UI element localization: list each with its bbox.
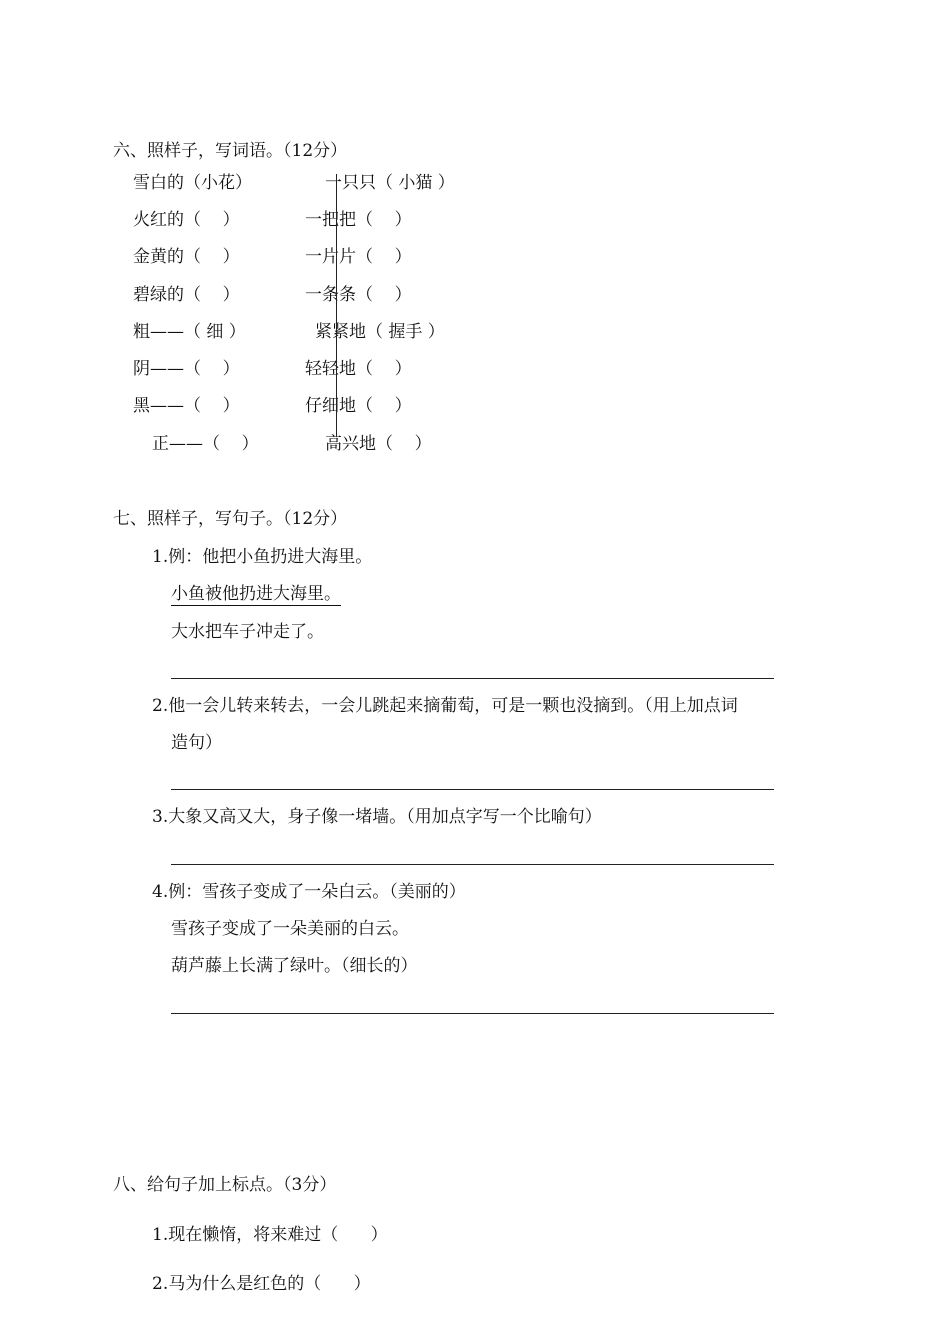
q2-answer-line[interactable]	[171, 789, 774, 790]
q4-example: 4.例：雪孩子变成了一朵白云。（美丽的）	[152, 882, 466, 902]
word-item-left-7: 黑——（ ）	[133, 396, 240, 416]
q3-answer-line[interactable]	[171, 864, 774, 865]
section-7-title: 七、照样子，写句子。（12分）	[113, 509, 348, 529]
word-item-left-3: 金黄的（ ）	[133, 247, 240, 267]
q2-text-continued: 造句）	[171, 733, 222, 753]
q2-text: 2.他一会儿转来转去，一会儿跳起来摘葡萄，可是一颗也没摘到。（用上加点词	[152, 696, 738, 716]
q1-example-answer: 小鱼被他扔进大海里。	[171, 584, 341, 604]
section-6-title: 六、照样子，写词语。（12分）	[113, 141, 348, 161]
q4-prompt: 葫芦藤上长满了绿叶。（细长的）	[171, 956, 418, 976]
q1-prompt: 大水把车子冲走了。	[171, 622, 324, 642]
word-item-right-3: 一片片（ ）	[305, 247, 412, 267]
word-item-left-2: 火红的（ ）	[133, 210, 240, 230]
q4-example-answer: 雪孩子变成了一朵美丽的白云。	[171, 919, 409, 939]
punctuation-q2: 2.马为什么是红色的（ ）	[152, 1274, 371, 1294]
word-item-left-1: 雪白的（小花）	[133, 173, 252, 193]
column-divider	[336, 174, 337, 437]
word-item-right-4: 一条条（ ）	[305, 285, 412, 305]
q1-example: 1.例：他把小鱼扔进大海里。	[152, 547, 373, 567]
word-item-right-6: 轻轻地（ ）	[305, 359, 412, 379]
word-item-right-8: 高兴地（ ）	[325, 434, 432, 454]
word-item-right-2: 一把把（ ）	[305, 210, 412, 230]
word-item-left-6: 阴——（ ）	[133, 359, 240, 379]
word-item-right-5: 紧紧地（ 握手 ）	[315, 322, 445, 342]
q1-answer-line[interactable]	[171, 678, 774, 679]
word-item-left-5: 粗——（ 细 ）	[133, 322, 246, 342]
q4-answer-line[interactable]	[171, 1013, 774, 1014]
word-item-right-1: 一只只（ 小猫 ）	[325, 173, 455, 193]
section-8-title: 八、给句子加上标点。（3分）	[113, 1175, 337, 1195]
word-item-left-4: 碧绿的（ ）	[133, 285, 240, 305]
q3-text: 3.大象又高又大，身子像一堵墙。（用加点字写一个比喻句）	[152, 807, 602, 827]
word-item-left-8: 正——（ ）	[152, 434, 259, 454]
punctuation-q1: 1.现在懒惰，将来难过（ ）	[152, 1225, 388, 1245]
word-item-right-7: 仔细地（ ）	[305, 396, 412, 416]
